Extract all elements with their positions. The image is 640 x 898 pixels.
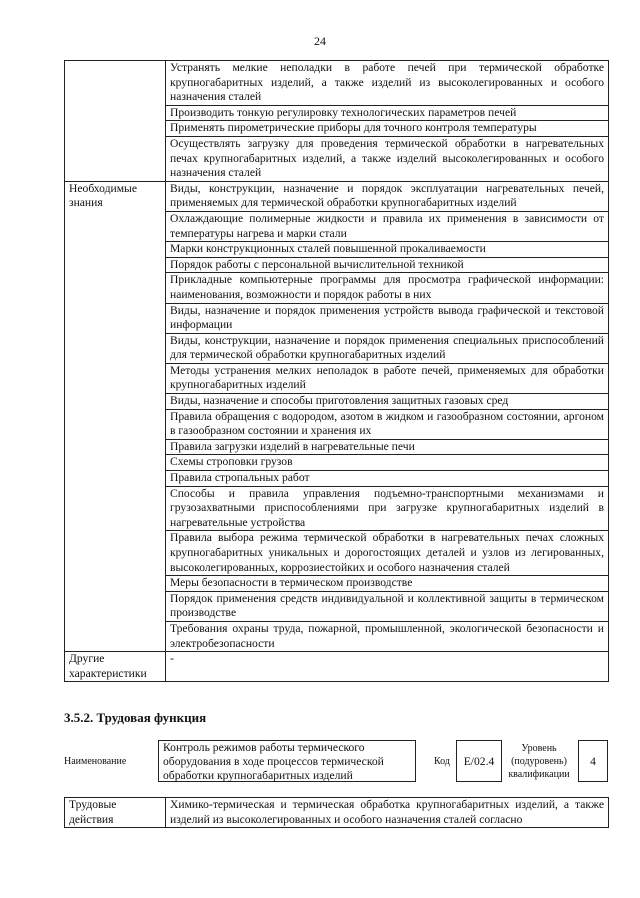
knowledge-item: Правила загрузки изделий в нагревательные печи [166, 439, 609, 455]
table-row [65, 363, 609, 393]
knowledge-item: Способы и правила управления подъемно-транспортными механизмами и грузозахватными приспособлениями при загрузке крупногабаритных изделий в нагревательные устройства [166, 486, 609, 531]
skill-label [65, 105, 166, 121]
skill-item: Применять пирометрические приборы для точного контроля температуры [166, 121, 609, 137]
table-row [65, 486, 609, 531]
table-row [65, 61, 609, 106]
other-characteristics-label: Другие характеристики [65, 652, 166, 682]
table-row [65, 394, 609, 410]
table-row [65, 591, 609, 621]
table-row [65, 621, 609, 651]
function-name-label: Наименование [64, 756, 127, 767]
page-number: 24 [314, 34, 326, 48]
table-row [65, 333, 609, 363]
knowledge-label [65, 439, 166, 455]
table-row [65, 136, 609, 181]
skill-item: Осуществлять загрузку для проведения термической обработки в нагревательных печах крупногабаритных изделий, а также изделий высоколегированных и особого назначения сталей [166, 136, 609, 181]
knowledge-label [65, 471, 166, 487]
knowledge-label [65, 621, 166, 651]
table-row [65, 181, 609, 211]
knowledge-label [65, 576, 166, 592]
skill-label [65, 121, 166, 137]
knowledge-item: Виды, конструкции, назначение и порядок применения специальных приспособлений для термической обработки крупногабаритных изделий [166, 333, 609, 363]
knowledge-item: Виды, конструкции, назначение и порядок эксплуатации нагревательных печей, применяемых для термической обработки крупногабаритных изделий [166, 181, 609, 211]
table-row [65, 471, 609, 487]
knowledge-item: Меры безопасности в термическом производстве [166, 576, 609, 592]
knowledge-label [65, 257, 166, 273]
requirements-table [64, 60, 609, 682]
function-code-label: Код [434, 756, 450, 767]
knowledge-item: Правила стропальных работ [166, 471, 609, 487]
knowledge-label [65, 273, 166, 303]
table-row [65, 303, 609, 333]
knowledge-item: Виды, назначение и порядок применения устройств вывода графической и текстовой информации [166, 303, 609, 333]
knowledge-item: Правила обращения с водородом, азотом в жидком и газообразном состоянии, аргоном в газообразном состоянии и хранения их [166, 409, 609, 439]
table-row [65, 798, 609, 828]
knowledge-item: Методы устранения мелких неполадок в работе печей, применяемых для обработки крупногабаритных изделий [166, 363, 609, 393]
knowledge-item: Порядок работы с персональной вычислительной техникой [166, 257, 609, 273]
knowledge-item: Марки конструкционных сталей повышенной прокаливаемости [166, 242, 609, 258]
section-title: 3.5.2. Трудовая функция [64, 710, 207, 725]
table-row [65, 409, 609, 439]
function-code-box: E/02.4 [456, 740, 502, 782]
table-row [65, 257, 609, 273]
skill-label [65, 61, 166, 106]
knowledge-label: Необходимые знания [65, 181, 166, 211]
table-row [65, 531, 609, 576]
knowledge-label [65, 363, 166, 393]
other-characteristics-item: - [166, 652, 609, 682]
knowledge-label [65, 242, 166, 258]
knowledge-label [65, 303, 166, 333]
table-row [65, 455, 609, 471]
table-row [65, 652, 609, 682]
knowledge-item: Виды, назначение и способы приготовления защитных газовых сред [166, 394, 609, 410]
table-row [65, 576, 609, 592]
qualification-level-label: Уровень (подуровень) квалификации [508, 743, 570, 780]
knowledge-item: Охлаждающие полимерные жидкости и правила их применения в зависимости от температуры нагрева и марки стали [166, 211, 609, 241]
labor-action-item: Химико-термическая и термическая обработка крупногабаритных изделий, а также изделий из высоколегированных и особого назначения сталей согласно [166, 798, 609, 828]
table-row [65, 439, 609, 455]
knowledge-label [65, 486, 166, 531]
table-row [65, 273, 609, 303]
knowledge-label [65, 591, 166, 621]
labor-actions-label: Трудовые действия [65, 798, 166, 828]
knowledge-item: Правила выбора режима термической обработки в нагревательных печах сложных крупногабаритных уникальных и дорогостоящих деталей и узлов из легированных, высоколегированных, коррозиестойких и особого назначения сталей [166, 531, 609, 576]
knowledge-label [65, 333, 166, 363]
knowledge-label [65, 409, 166, 439]
knowledge-label [65, 394, 166, 410]
labor-actions-table [64, 797, 609, 828]
knowledge-label [65, 531, 166, 576]
knowledge-item: Схемы строповки грузов [166, 455, 609, 471]
skill-item: Производить тонкую регулировку технологических параметров печей [166, 105, 609, 121]
table-row [65, 211, 609, 241]
function-name-box: Контроль режимов работы термического оборудования в ходе процессов термической обработки крупногабаритных изделий [158, 740, 416, 782]
knowledge-label [65, 455, 166, 471]
knowledge-item: Прикладные компьютерные программы для просмотра графической информации: наименования, возможности и порядок работы в них [166, 273, 609, 303]
table-row [65, 105, 609, 121]
qualification-level-box: 4 [578, 740, 608, 782]
knowledge-label [65, 211, 166, 241]
table-row [65, 242, 609, 258]
skill-item: Устранять мелкие неполадки в работе печей при термической обработке крупногабаритных изделий, а также изделий из высоколегированных и особого назначения сталей [166, 61, 609, 106]
knowledge-item: Требования охраны труда, пожарной, промышленной, экологической безопасности и электробезопасности [166, 621, 609, 651]
skill-label [65, 136, 166, 181]
knowledge-item: Порядок применения средств индивидуальной и коллективной защиты в термическом производстве [166, 591, 609, 621]
table-row [65, 121, 609, 137]
